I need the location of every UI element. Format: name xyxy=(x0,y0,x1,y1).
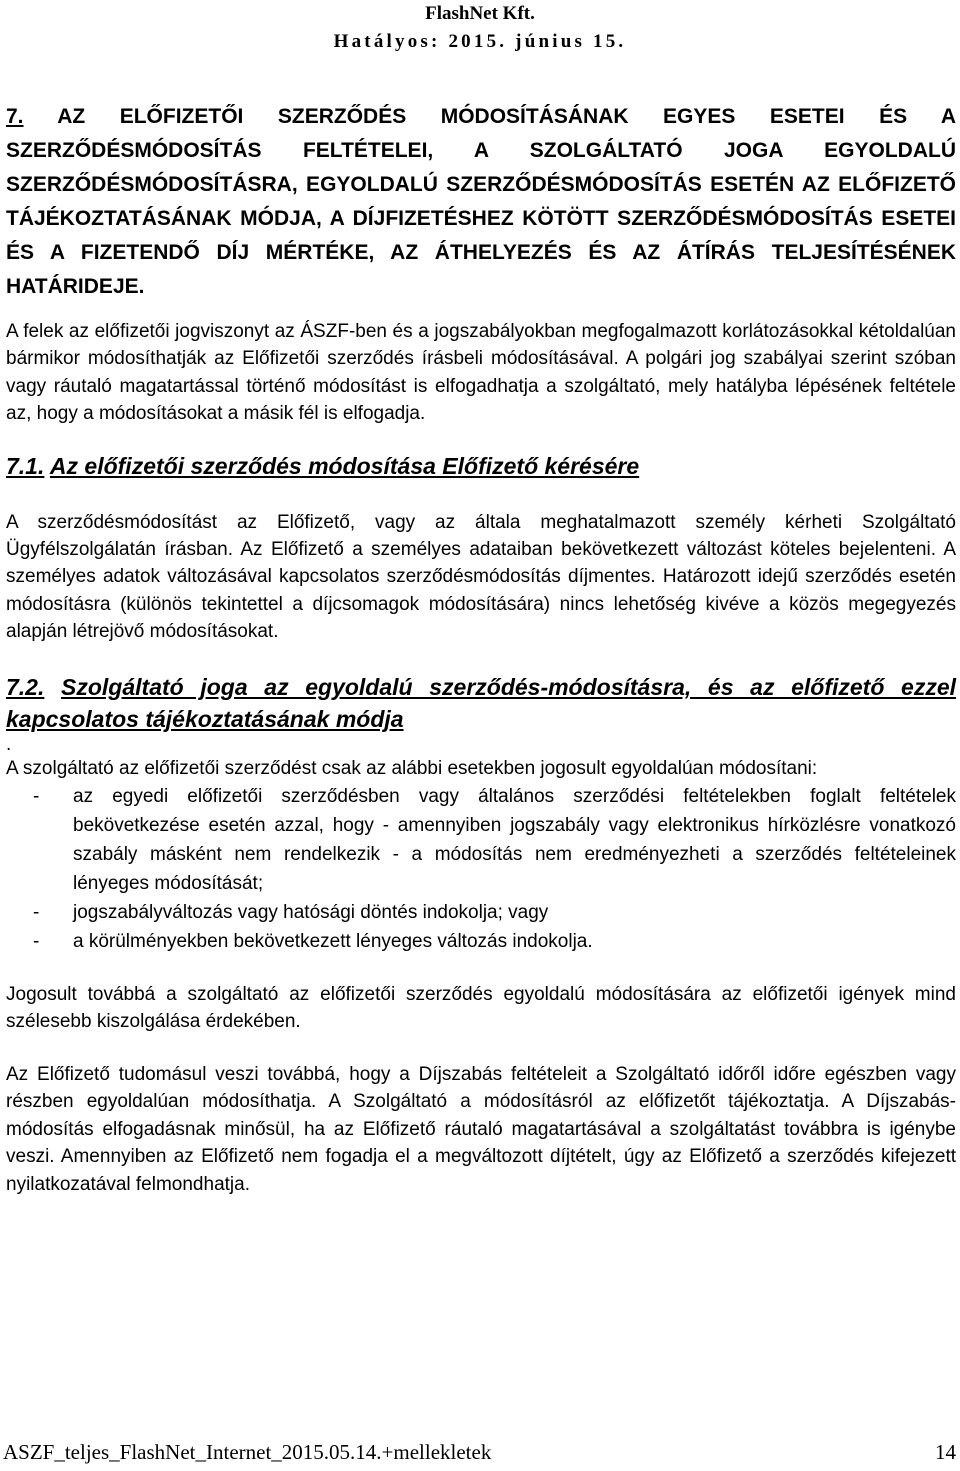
subsection-7-1-heading xyxy=(6,450,956,482)
list-dash-marker: - xyxy=(33,786,40,808)
subsection-7-2-paragraph-2: Jogosult továbbá a szolgáltató az előfizetői szerződés egyoldalú módosítására az előfizetői igények mind szélesebb kiszolgálása érdekében. xyxy=(6,984,956,1033)
subsection-7-2-heading xyxy=(6,671,956,735)
header-company: FlashNet Kft. xyxy=(425,3,535,24)
footer-filename: ASZF_teljes_FlashNet_Internet_2015.05.14.+mellekletek xyxy=(3,1440,492,1464)
list-dash-marker: - xyxy=(33,931,40,953)
list-dash-marker: - xyxy=(33,902,40,924)
section-7-title: AZ ELŐFIZETŐI SZERZŐDÉS MÓDOSÍTÁSÁNAK EGYES ESETEI ÉS A SZERZŐDÉSMÓDOSÍTÁS FELTÉTELEI, A SZOLGÁLTATÓ JOGA EGYOLDALÚ SZERZŐDÉSMÓDOSÍTÁSRA, EGYOLDALÚ SZERZŐDÉSMÓDOSÍTÁS ESETÉN AZ ELŐFIZETŐ TÁJÉKOZTATÁSÁNAK MÓDJA, A DÍJFIZETÉSHEZ KÖTÖTT SZERZŐDÉSMÓDOSÍTÁS ESETEI ÉS A FIZETENDŐ DÍJ MÉRTÉKE, AZ ÁTHELYEZÉS ÉS AZ ÁTÍRÁS TELJESÍTÉSÉNEK HATÁRIDEJE. xyxy=(6,105,956,298)
subsection-7-2-number: 7.2. xyxy=(6,673,45,700)
subsection-7-1-body: A szerződésmódosítást az Előfizető, vagy az általa meghatalmazott személy kérheti Szolgáltató Ügyfélszolgálatán írásban. Az Előfizető a személyes adataiban bekövetkezett változást köteles bejelenteni. A személyes adatok változásával kapcsolatos szerződésmódosítás díjmentes. Határozott idejű szerződés esetén módosításra (különös tekintettel a díjcsomagok módosítására) nincs lehetőség kivéve a közös megegyezés alapján létrejövő módosításokat. xyxy=(6,511,956,643)
subsection-7-2-title: Szolgáltató joga az egyoldalú szerződés-módosításra, és az előfizető ezzel kapcsolatos tájékoztatásának módja xyxy=(6,673,957,732)
list-item-text: az egyedi előfizetői szerződésben vagy általános szerződési feltételekben foglalt feltételek bekövetkezése esetén azzal, hogy - amennyiben jogszabály vagy elektronikus hírközlésre vonatkozó szabály másként nem rendelkezik - a módosítás nem eredményezheti a szerződés feltételeinek lényeges módosítását; xyxy=(73,786,956,895)
subsection-7-1-title: Az előfizetői szerződés módosítása Előfizető kérésére xyxy=(49,452,640,479)
page-footer xyxy=(0,1437,960,1467)
section-7-heading xyxy=(6,100,956,304)
list-item xyxy=(6,898,956,927)
subsection-7-2-paragraph-3: Az Előfizető tudomásul veszi továbbá, hogy a Díjszabás feltételeit a Szolgáltató időről időre egészben vagy részben egyoldalúan módosíthatja. A Szolgáltató a módosításról az előfizetőt tájékoztatja. A Díjszabás-módosítás elfogadásnak minősül, ha az Előfizető ráutaló magatartásával a szolgáltatást továbbra is igénybe veszi. Amennyiben az Előfizető nem fogadja el a megváltozott díjtételt, úgy az Előfizető a szerződés kifejezett nyilatkozatával felmondhatja. xyxy=(6,1063,956,1195)
subsection-7-2-lead: A szolgáltató az előfizetői szerződést csak az alábbi esetekben jogosult egyoldalúan módosítani: xyxy=(6,757,818,779)
section-7-number: 7. xyxy=(6,105,24,128)
footer-page-number: 14 xyxy=(935,1440,956,1464)
document-content xyxy=(6,100,956,1198)
list-item xyxy=(6,782,956,898)
list-item-text: jogszabályváltozás vagy hatósági döntés indokolja; vagy xyxy=(73,902,549,924)
section-7-intro: A felek az előfizetői jogviszonyt az ÁSZF-ben és a jogszabályokban megfogalmazott korlátozásokkal kétoldalúan bármikor módosíthatják az Előfizetői szerződés írásbeli módosításával. A polgári jog szabályai szerint szóban vagy ráutaló magatartással történő módosítást is elfogadhatja a szolgáltató, mely hatályba lépésének feltétele az, hogy a módosításokat a másik fél is elfogadja. xyxy=(6,321,956,425)
list-item-text: a körülményekben bekövetkezett lényeges változás indokolja. xyxy=(73,931,593,953)
subsection-7-2-dot: . xyxy=(6,733,12,755)
list-item xyxy=(6,927,956,956)
header-effective-date: Hatályos: 2015. június 15. xyxy=(333,31,627,52)
subsection-7-1-number: 7.1. xyxy=(6,452,45,479)
subsection-7-2-list xyxy=(6,782,956,956)
